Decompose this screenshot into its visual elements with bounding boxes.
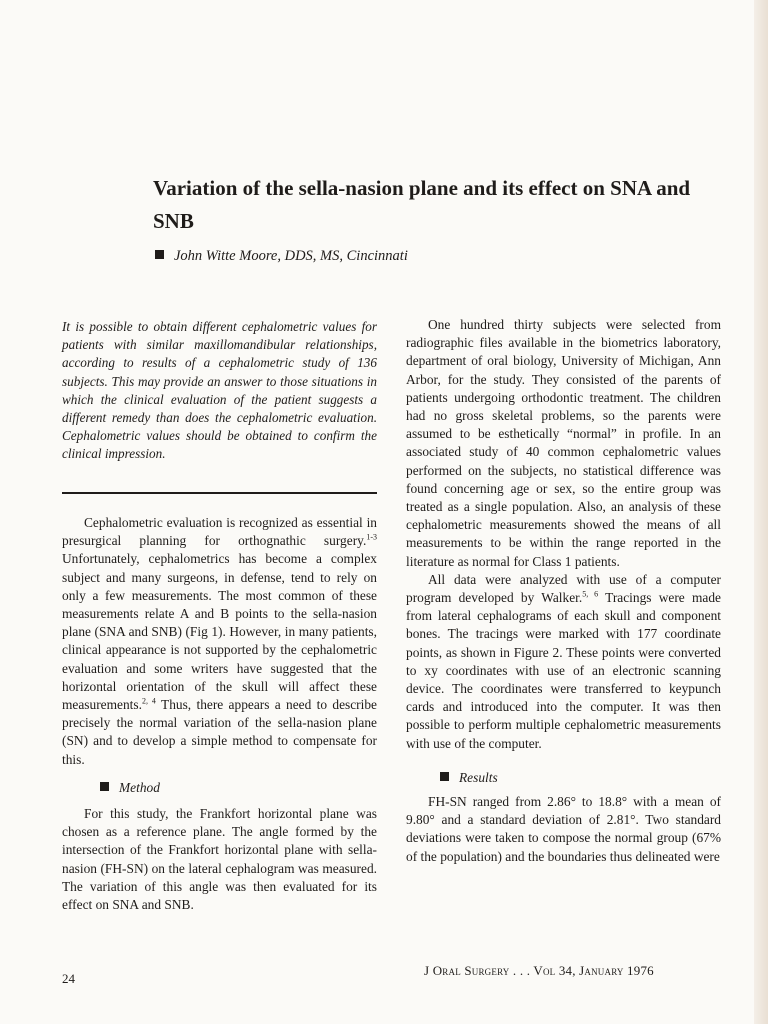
analysis-text-2: Tracings were made from lateral cephalograms of each skull and component bones. The tracings were marked with 177 coordinate points, as shown in Figure 2. These points were converted to xy coordinates with use of an electronic scanning device. The coordinates were transferred to keypunch cards and introduced into the computer. It was then possible to perform multiple cephalometric measurements with use of the computer. [406,590,721,751]
results-paragraph: FH-SN ranged from 2.86° to 18.8° with a mean of 9.80° and a standard deviation of 2.81°. Two standard deviations were taken to compose the normal group (67% of the population) and the boundaries thus delineated were [406,794,721,864]
abstract: It is possible to obtain different cephalometric values for patients with similar maxillomandibular relationships, according to results of a cephalometric study of 136 subjects. This may provide an answer to those situations in which the clinical evaluation of the patient suggests a different remedy than does the cephalometric evaluation. Cephalometric values should be obtained to confirm the clinical impression. [62,319,377,462]
analysis-text-1: All data were analyzed with use of a computer program developed by Walker. [406,571,721,606]
method-heading-label: Method [119,779,160,795]
journal-citation: J Oral Surgery . . . Vol 34, January 1976 [424,963,654,978]
intro-text-3: Thus, there appears a need to describe precisely the normal variation of the sella-nasion plane (SN) and to develop a simple method to compensate for this. [62,697,377,767]
right-column [406,316,721,866]
abstract-divider [62,492,377,494]
intro-paragraph [62,514,377,769]
author-name: John Witte Moore, DDS, MS, Cincinnati [174,248,408,264]
page-edge-shadow [754,0,768,1024]
method-heading [100,779,377,797]
intro-text-2: Unfortunately, cephalometrics has become a complex subject and many surgeons, in defense, tend to rely on only a few measurements. The most common of these measurements relate A and B points to the sella-nasion plane (SNA and SNB) (Fig 1). However, in many patients, clinical appearance is not supported by the cephalometric evaluation and some writers have suggested that the horizontal orientation of the skull will affect these measurements. [62,551,377,713]
square-bullet-icon [155,250,164,259]
left-column [62,514,377,914]
page-number: 24 [62,971,75,986]
method-paragraph: For this study, the Frankfort horizontal plane was chosen as a reference plane. The angle formed by the intersection of the Frankfort horizontal plane with sella-nasion (FH-SN) on the lateral cephalogram was measured. The variation of this angle was then evaluated for its effect on SNA and SNB. [62,806,377,913]
square-bullet-icon [100,782,109,791]
citation-ref: 5, 6 [582,589,599,599]
intro-text-1: Cephalometric evaluation is recognized as essential in presurgical planning for orthognathic surgery. [62,515,377,549]
analysis-paragraph [406,571,721,753]
author-line [155,248,408,265]
results-heading-label: Results [459,769,498,785]
article-title: Variation of the sella-nasion plane and its effect on SNA and SNB [153,176,691,233]
square-bullet-icon [440,772,449,781]
citation-ref: 1-3 [366,532,377,542]
subjects-paragraph: One hundred thirty subjects were selected from radiographic files available in the biometrics laboratory, department of oral biology, University of Michigan, Ann Arbor, for the study. They consisted of the parents of patients undergoing orthodontic treatment. The children had no gross skeletal problems, so the parents were assumed to be esthetically “normal” in profile. In an associated study of 40 common cephalometric values performed on the subjects, no statistical difference was found concerning age or sex, so the entire group was treated as a single population. Also, an analysis of these cephalometric measurements showed the means of all measurements to be within the range reported in the literature as normal for Class 1 patients. [406,317,721,569]
citation-ref: 2, 4 [141,696,156,706]
results-heading [440,769,721,787]
